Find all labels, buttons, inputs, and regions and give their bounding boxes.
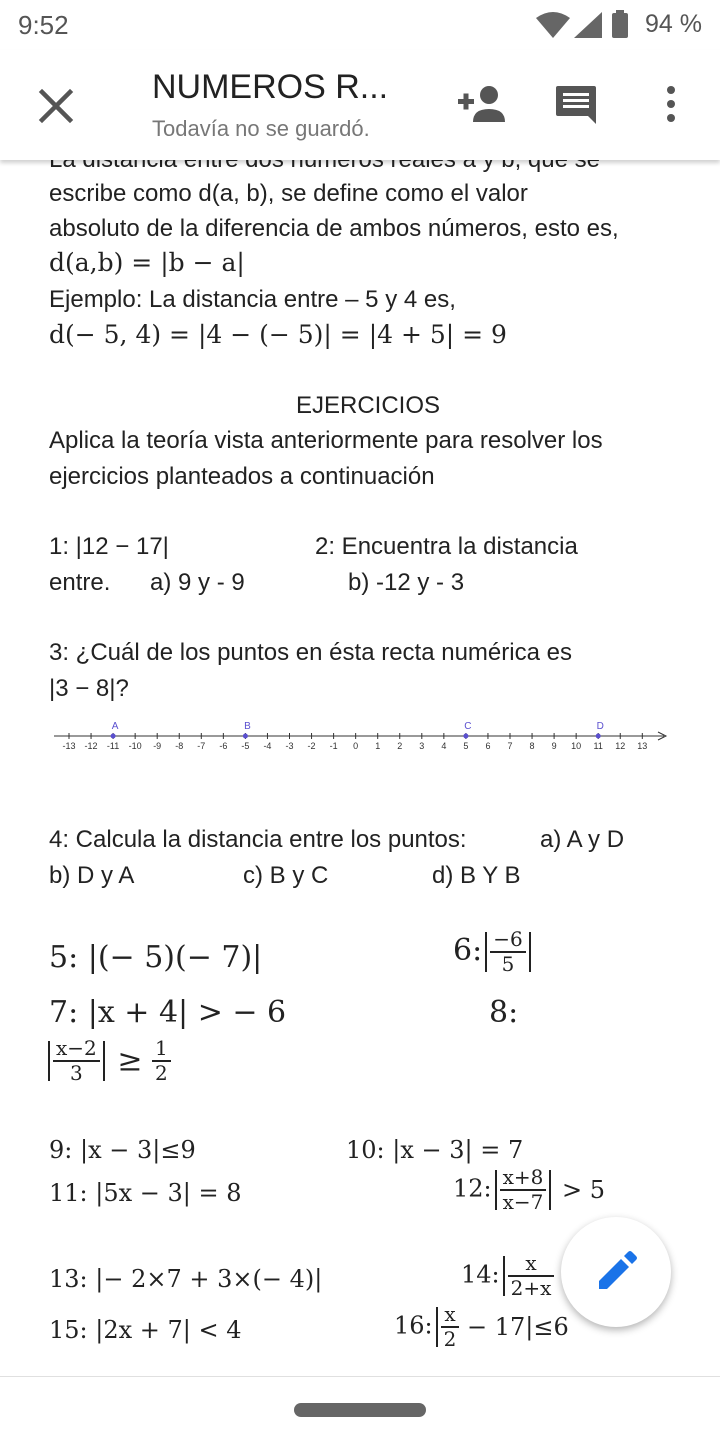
exercise-4-c: c) B y C (243, 862, 329, 889)
exercise-2: 2: Encuentra la distancia (315, 533, 578, 560)
exercise-1: 1: |12 − 17| (49, 533, 169, 560)
pencil-icon (595, 1251, 637, 1293)
tick-label: -9 (153, 741, 162, 751)
point-label: B (244, 721, 251, 732)
wifi-icon (536, 12, 570, 38)
more-options-icon[interactable] (664, 86, 678, 122)
navigation-bar (0, 1376, 720, 1441)
tick-label: 1 (375, 741, 381, 751)
intro-text-line-3: absoluto de la diferencia de ambos números, esto es, (49, 215, 619, 242)
exercise-8-right-fraction (152, 1037, 171, 1085)
tick-label: -4 (263, 741, 272, 751)
instructions-line-1: Aplica la teoría vista anteriormente para resolver los (49, 427, 603, 454)
exercise-16-rest: − 17|≤6 (467, 1313, 569, 1341)
exercise-8-label: 8: (489, 995, 519, 1030)
exercise-14-fraction (508, 1252, 555, 1300)
exercise-6-label: 6: (453, 933, 483, 968)
exercise-8-right-numerator: 1 (152, 1037, 171, 1062)
tick-label: 3 (419, 741, 425, 751)
exercise-14-denominator: 2+x (510, 1276, 552, 1300)
tick-label: 8 (529, 741, 535, 751)
tick-label: 10 (571, 741, 582, 751)
exercise-8-right-denominator: 2 (155, 1061, 168, 1085)
tick-label: 0 (353, 741, 359, 751)
exercise-2-b: b) -12 y - 3 (348, 569, 465, 596)
add-person-icon[interactable] (456, 84, 506, 124)
tick-label: -8 (175, 741, 184, 751)
document-title: NUMEROS R... (152, 68, 389, 106)
exercise-8 (45, 1037, 171, 1085)
exercise-8-relation: ≥ (117, 1043, 143, 1079)
example-formula: d(− 5, 4) = |4 − (− 5)| = |4 + 5| = 9 (49, 320, 507, 349)
tick-label: 11 (593, 741, 603, 751)
exercise-3-line-1: 3: ¿Cuál de los puntos en ésta recta numérica es (49, 639, 572, 666)
point-marker (596, 734, 601, 739)
example-label: Ejemplo: La distancia entre – 5 y 4 es, (49, 286, 456, 313)
exercise-16-label: 16: (394, 1311, 433, 1340)
tick-label: 2 (397, 741, 403, 751)
tick-label: 5 (463, 741, 469, 751)
exercise-12-denominator: x−7 (502, 1190, 544, 1214)
document-body[interactable] (0, 160, 720, 1376)
tick-label: -12 (84, 741, 98, 751)
tick-label: -11 (106, 741, 120, 751)
point-marker (243, 734, 248, 739)
exercise-16 (394, 1303, 569, 1351)
exercise-7: 7: |x + 4| > − 6 (49, 995, 287, 1030)
exercise-16-fraction (441, 1303, 460, 1351)
tick-label: 4 (441, 741, 447, 751)
exercise-16-numerator: x (441, 1303, 460, 1328)
exercise-4-b: b) D y A (49, 862, 135, 889)
edit-fab-button[interactable] (561, 1217, 671, 1327)
exercise-3-line-2: |3 − 8|? (49, 675, 129, 702)
save-status: Todavía no se guardó. (152, 116, 370, 141)
point-marker (111, 734, 116, 739)
exercise-12-fraction (500, 1166, 547, 1214)
tick-label: 12 (615, 741, 626, 751)
exercise-2-entre: entre. (49, 569, 111, 596)
exercise-8-fraction (53, 1037, 100, 1085)
tick-label: -6 (219, 741, 228, 751)
battery-percentage: 94 % (645, 10, 702, 38)
exercise-11: 11: |5x − 3| = 8 (49, 1179, 242, 1207)
tick-label: 13 (637, 741, 648, 751)
exercise-8-denominator: 3 (70, 1061, 83, 1085)
instructions-line-2: ejercicios planteados a continuación (49, 463, 435, 490)
tick-label: -3 (285, 741, 294, 751)
app-bar (0, 50, 720, 160)
home-gesture-handle[interactable] (294, 1403, 426, 1417)
exercise-9: 9: |x − 3|≤9 (49, 1136, 196, 1164)
intro-text-line-2: escribe como d(a, b), se define como el valor (49, 180, 528, 207)
tick-label: -13 (62, 741, 76, 751)
tick-label: 6 (485, 741, 491, 751)
exercise-8-numerator: x−2 (53, 1037, 100, 1062)
exercise-12-relation: > 5 (562, 1176, 606, 1204)
exercise-14-numerator: x (508, 1252, 555, 1277)
exercise-15: 15: |2x + 7| < 4 (49, 1316, 242, 1344)
tick-label: -7 (197, 741, 206, 751)
exercise-4-d: d) B Y B (432, 862, 521, 889)
exercise-6 (453, 928, 534, 976)
exercises-heading: EJERCICIOS (296, 392, 441, 419)
tick-label: -1 (329, 741, 338, 751)
exercise-4-line-1: 4: Calcula la distancia entre los puntos: (49, 826, 467, 853)
exercise-6-fraction (490, 928, 525, 976)
exercise-14-label: 14: (461, 1260, 500, 1289)
tick-label: -5 (241, 741, 250, 751)
exercise-2-a: a) 9 y - 9 (150, 569, 245, 596)
exercise-6-numerator: −6 (490, 928, 525, 953)
exercise-4-a: a) A y D (540, 826, 625, 853)
tick-label: 7 (507, 741, 513, 751)
exercise-13: 13: |− 2×7 + 3×(− 4)| (49, 1265, 323, 1293)
point-label: C (464, 721, 472, 732)
exercise-6-denominator: 5 (501, 952, 515, 976)
exercise-12 (453, 1166, 605, 1214)
comment-icon[interactable] (554, 84, 598, 126)
tick-label: -2 (307, 741, 316, 751)
exercise-12-label: 12: (453, 1174, 492, 1203)
exercise-12-numerator: x+8 (500, 1166, 547, 1191)
close-icon[interactable] (34, 84, 78, 128)
distance-definition-formula: d(a,b) = |b − a| (49, 248, 245, 277)
exercise-16-denominator: 2 (443, 1327, 457, 1351)
number-line (50, 716, 670, 756)
battery-icon (612, 10, 628, 38)
cell-signal-icon (574, 12, 602, 38)
status-bar (0, 0, 720, 50)
point-marker (463, 734, 468, 739)
clock: 9:52 (18, 10, 69, 40)
tick-label: 9 (551, 741, 557, 751)
exercise-14 (461, 1252, 554, 1300)
tick-label: -10 (128, 741, 142, 751)
exercise-10: 10: |x − 3| = 7 (346, 1136, 524, 1164)
exercise-5: 5: |(− 5)(− 7)| (49, 940, 263, 975)
point-label: A (111, 721, 119, 732)
point-label: D (596, 721, 604, 732)
